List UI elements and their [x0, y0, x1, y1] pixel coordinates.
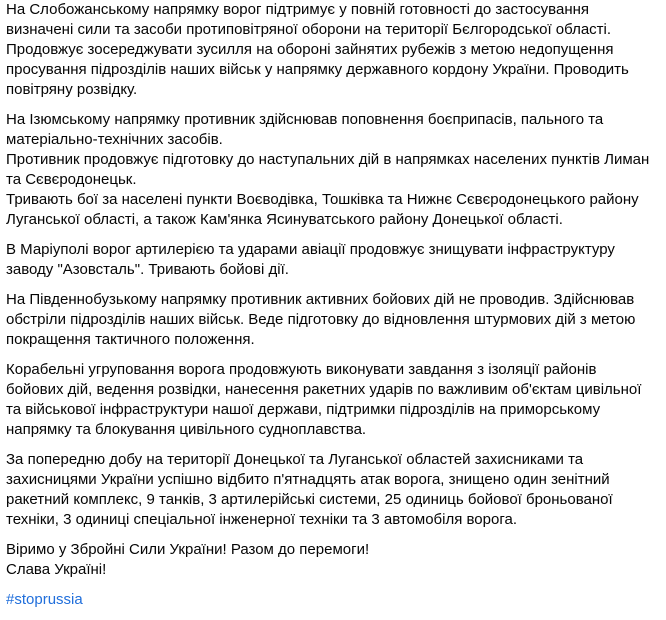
text-line: напрямку та блокування цивільного судноплавства. — [6, 421, 367, 438]
text-line: визначені сили та засоби протиповітряної оборони на території Бєлгородської області. — [6, 21, 612, 38]
text-line: Противник продовжує підготовку до наступальних дій в напрямках населених пунктів Лиман — [6, 151, 650, 168]
text-line: Слава Україні! — [6, 561, 107, 578]
text-line: Продовжує зосереджувати зусилля на обороні зайнятих рубежів з метою недопущення — [6, 41, 614, 58]
text-line: На Південнобузькому напрямку противник активних бойових дій не проводив. Здійснював — [6, 291, 635, 308]
text-line: Корабельні угруповання ворога продовжують виконувати завдання з ізоляції районів — [6, 361, 597, 378]
text-line: заводу "Азовсталь". Тривають бойові дії. — [6, 261, 289, 278]
text-line: Луганської області, а також Кам'янка Ясинуватського району Донецької області. — [6, 211, 563, 228]
text-line: ракетний комплекс, 9 танків, 3 артилерійські системи, 25 одиниць бойової броньованої — [6, 491, 613, 508]
text-line: Тривають бої за населені пункти Воєводівка, Тошківка та Нижнє Сєвєродонецького району — [6, 191, 639, 208]
text-line: техніки, 3 одиниці спеціальної інженерної техніки та 3 автомобіля ворога. — [6, 511, 517, 528]
hashtag-row — [6, 590, 662, 610]
paragraph-mariupol — [6, 240, 662, 280]
text-line: обстріли підрозділів наших військ. Веде підготовку до відновлення штурмових дій з метою — [6, 311, 636, 328]
paragraph-izium — [6, 110, 662, 230]
paragraph-naval — [6, 360, 662, 440]
text-line: Віримо у Збройні Сили України! Разом до перемоги! — [6, 541, 370, 558]
text-line: покращення тактичного положення. — [6, 331, 255, 348]
hashtag-link[interactable]: #stoprussia — [6, 591, 83, 608]
text-line: захисницями України успішно відбито п'ятнадцять атак ворога, знищено один зенітний — [6, 471, 610, 488]
text-line: На Ізюмському напрямку противник здійснював поповнення боєприпасів, пального та — [6, 111, 604, 128]
text-line: В Маріуполі ворог артилерією та ударами авіації продовжує знищувати інфраструктуру — [6, 241, 615, 258]
text-line: бойових дій, ведення розвідки, нанесення ракетних ударів по важливим об'єктам цивільної — [6, 381, 642, 398]
paragraph-results — [6, 450, 662, 530]
paragraph-slobozhansky — [6, 0, 662, 100]
text-line: матеріально-технічних засобів. — [6, 131, 223, 148]
text-line: просування підрозділів наших військ у напрямку державного кордону України. Проводить — [6, 61, 629, 78]
text-line: повітряну розвідку. — [6, 81, 138, 98]
paragraph-closing — [6, 540, 662, 580]
text-line: На Слобожанському напрямку ворог підтримує у повній готовності до застосування — [6, 1, 590, 18]
paragraph-pivdennobuzky — [6, 290, 662, 350]
text-line: За попередню добу на території Донецької та Луганської областей захисниками та — [6, 451, 584, 468]
text-line: та військової інфраструктури нашої держави, підтримки підрозділів на приморському — [6, 401, 601, 418]
text-line: та Сєвєродонецьк. — [6, 171, 137, 188]
post-body — [6, 0, 662, 620]
